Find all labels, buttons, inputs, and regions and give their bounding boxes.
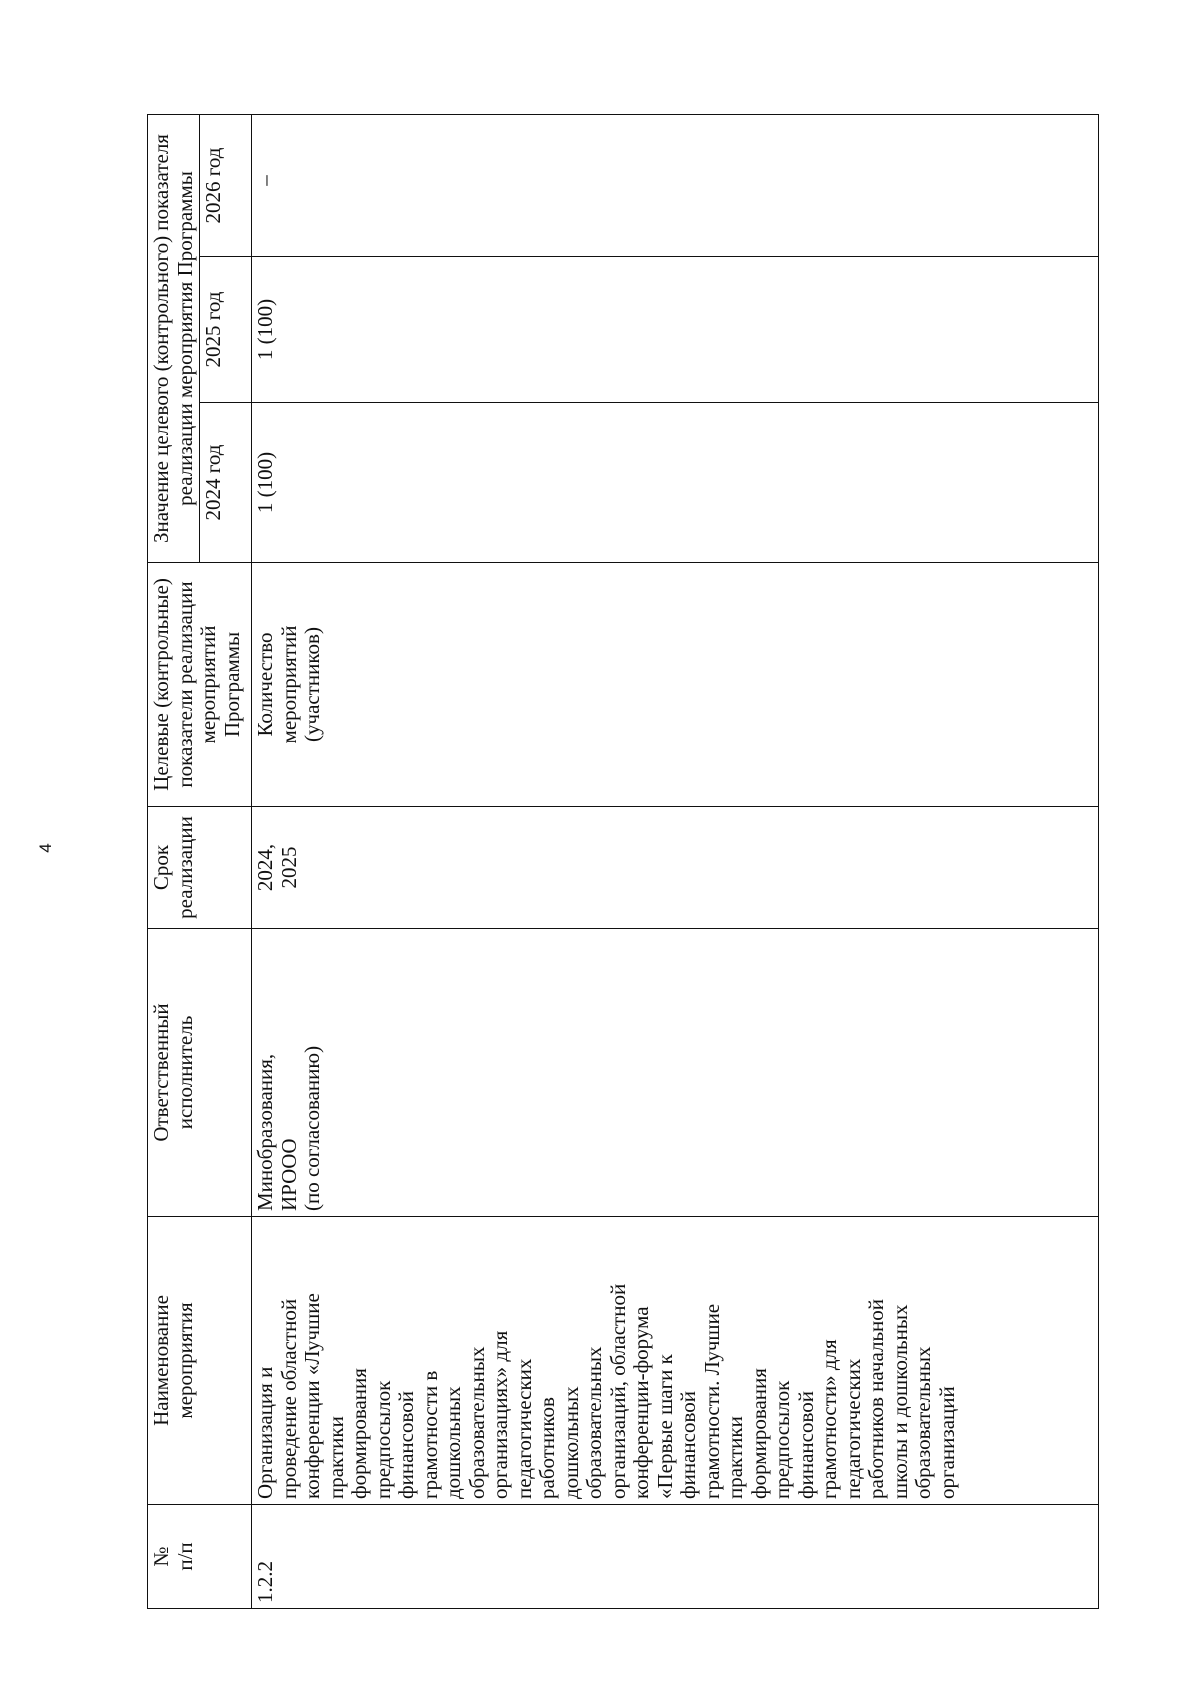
cell-indicator	[252, 563, 1099, 807]
header-responsible-label: Ответственный исполнитель	[149, 1003, 197, 1142]
cell-number-text: 1.2.2	[253, 1561, 278, 1603]
header-number-label: № п/п	[149, 1542, 197, 1571]
header-term	[148, 807, 252, 929]
cell-responsible	[252, 929, 1099, 1217]
header-year-2026-label: 2026 год	[201, 147, 226, 224]
header-activity-name-label: Наименование мероприятия	[149, 1295, 197, 1426]
cell-value-2025	[252, 257, 1099, 403]
page-number: 4	[36, 843, 55, 853]
cell-indicator-text: Количество мероприятий (участников)	[253, 625, 325, 744]
header-values-group	[148, 115, 200, 563]
cell-value-2024	[252, 403, 1099, 563]
cell-number	[252, 1505, 1099, 1609]
header-activity-name	[148, 1217, 252, 1505]
header-year-2024	[200, 403, 252, 563]
header-year-2026	[200, 115, 252, 257]
table-row	[252, 115, 1099, 1609]
cell-value-2025-text: 1 (100)	[253, 298, 278, 361]
header-term-label: Срок реализации	[149, 816, 197, 919]
header-year-2025-label: 2025 год	[201, 291, 226, 368]
header-responsible	[148, 929, 252, 1217]
cell-activity-name-text: Организация и проведение областной конференции «Лучшие практики формирования предпосылок финансовой грамотности в дошкольных образовательных организациях» для педагогических работников дошкольных образовательных организаций, областной конференции-форума «Первые шаги к финансовой грамотности. Лучшие практики формирования предпосылок финансовой грамотности» для педагогических работников начальной школы и дошкольных образовательных организаций	[253, 1283, 959, 1499]
header-year-2024-label: 2024 год	[201, 444, 226, 521]
cell-activity-name	[252, 1217, 1099, 1505]
header-indicators-label: Целевые (контрольные) показатели реализации мероприятий Программы	[149, 578, 244, 791]
cell-responsible-text: Минобразования, ИРООО (по согласованию)	[253, 1045, 325, 1211]
rotated-table-container	[147, 115, 1092, 1609]
header-number	[148, 1505, 252, 1609]
program-activities-table	[147, 114, 1099, 1609]
cell-term-text: 2024, 2025	[253, 843, 301, 892]
cell-value-2026-text: –	[253, 175, 278, 186]
header-indicators	[148, 563, 252, 807]
cell-term	[252, 807, 1099, 929]
header-values-group-label: Значение целевого (контрольного) показателя реализации мероприятия Программы	[149, 134, 197, 543]
cell-value-2024-text: 1 (100)	[253, 451, 278, 514]
cell-value-2026	[252, 115, 1099, 257]
header-year-2025	[200, 257, 252, 403]
